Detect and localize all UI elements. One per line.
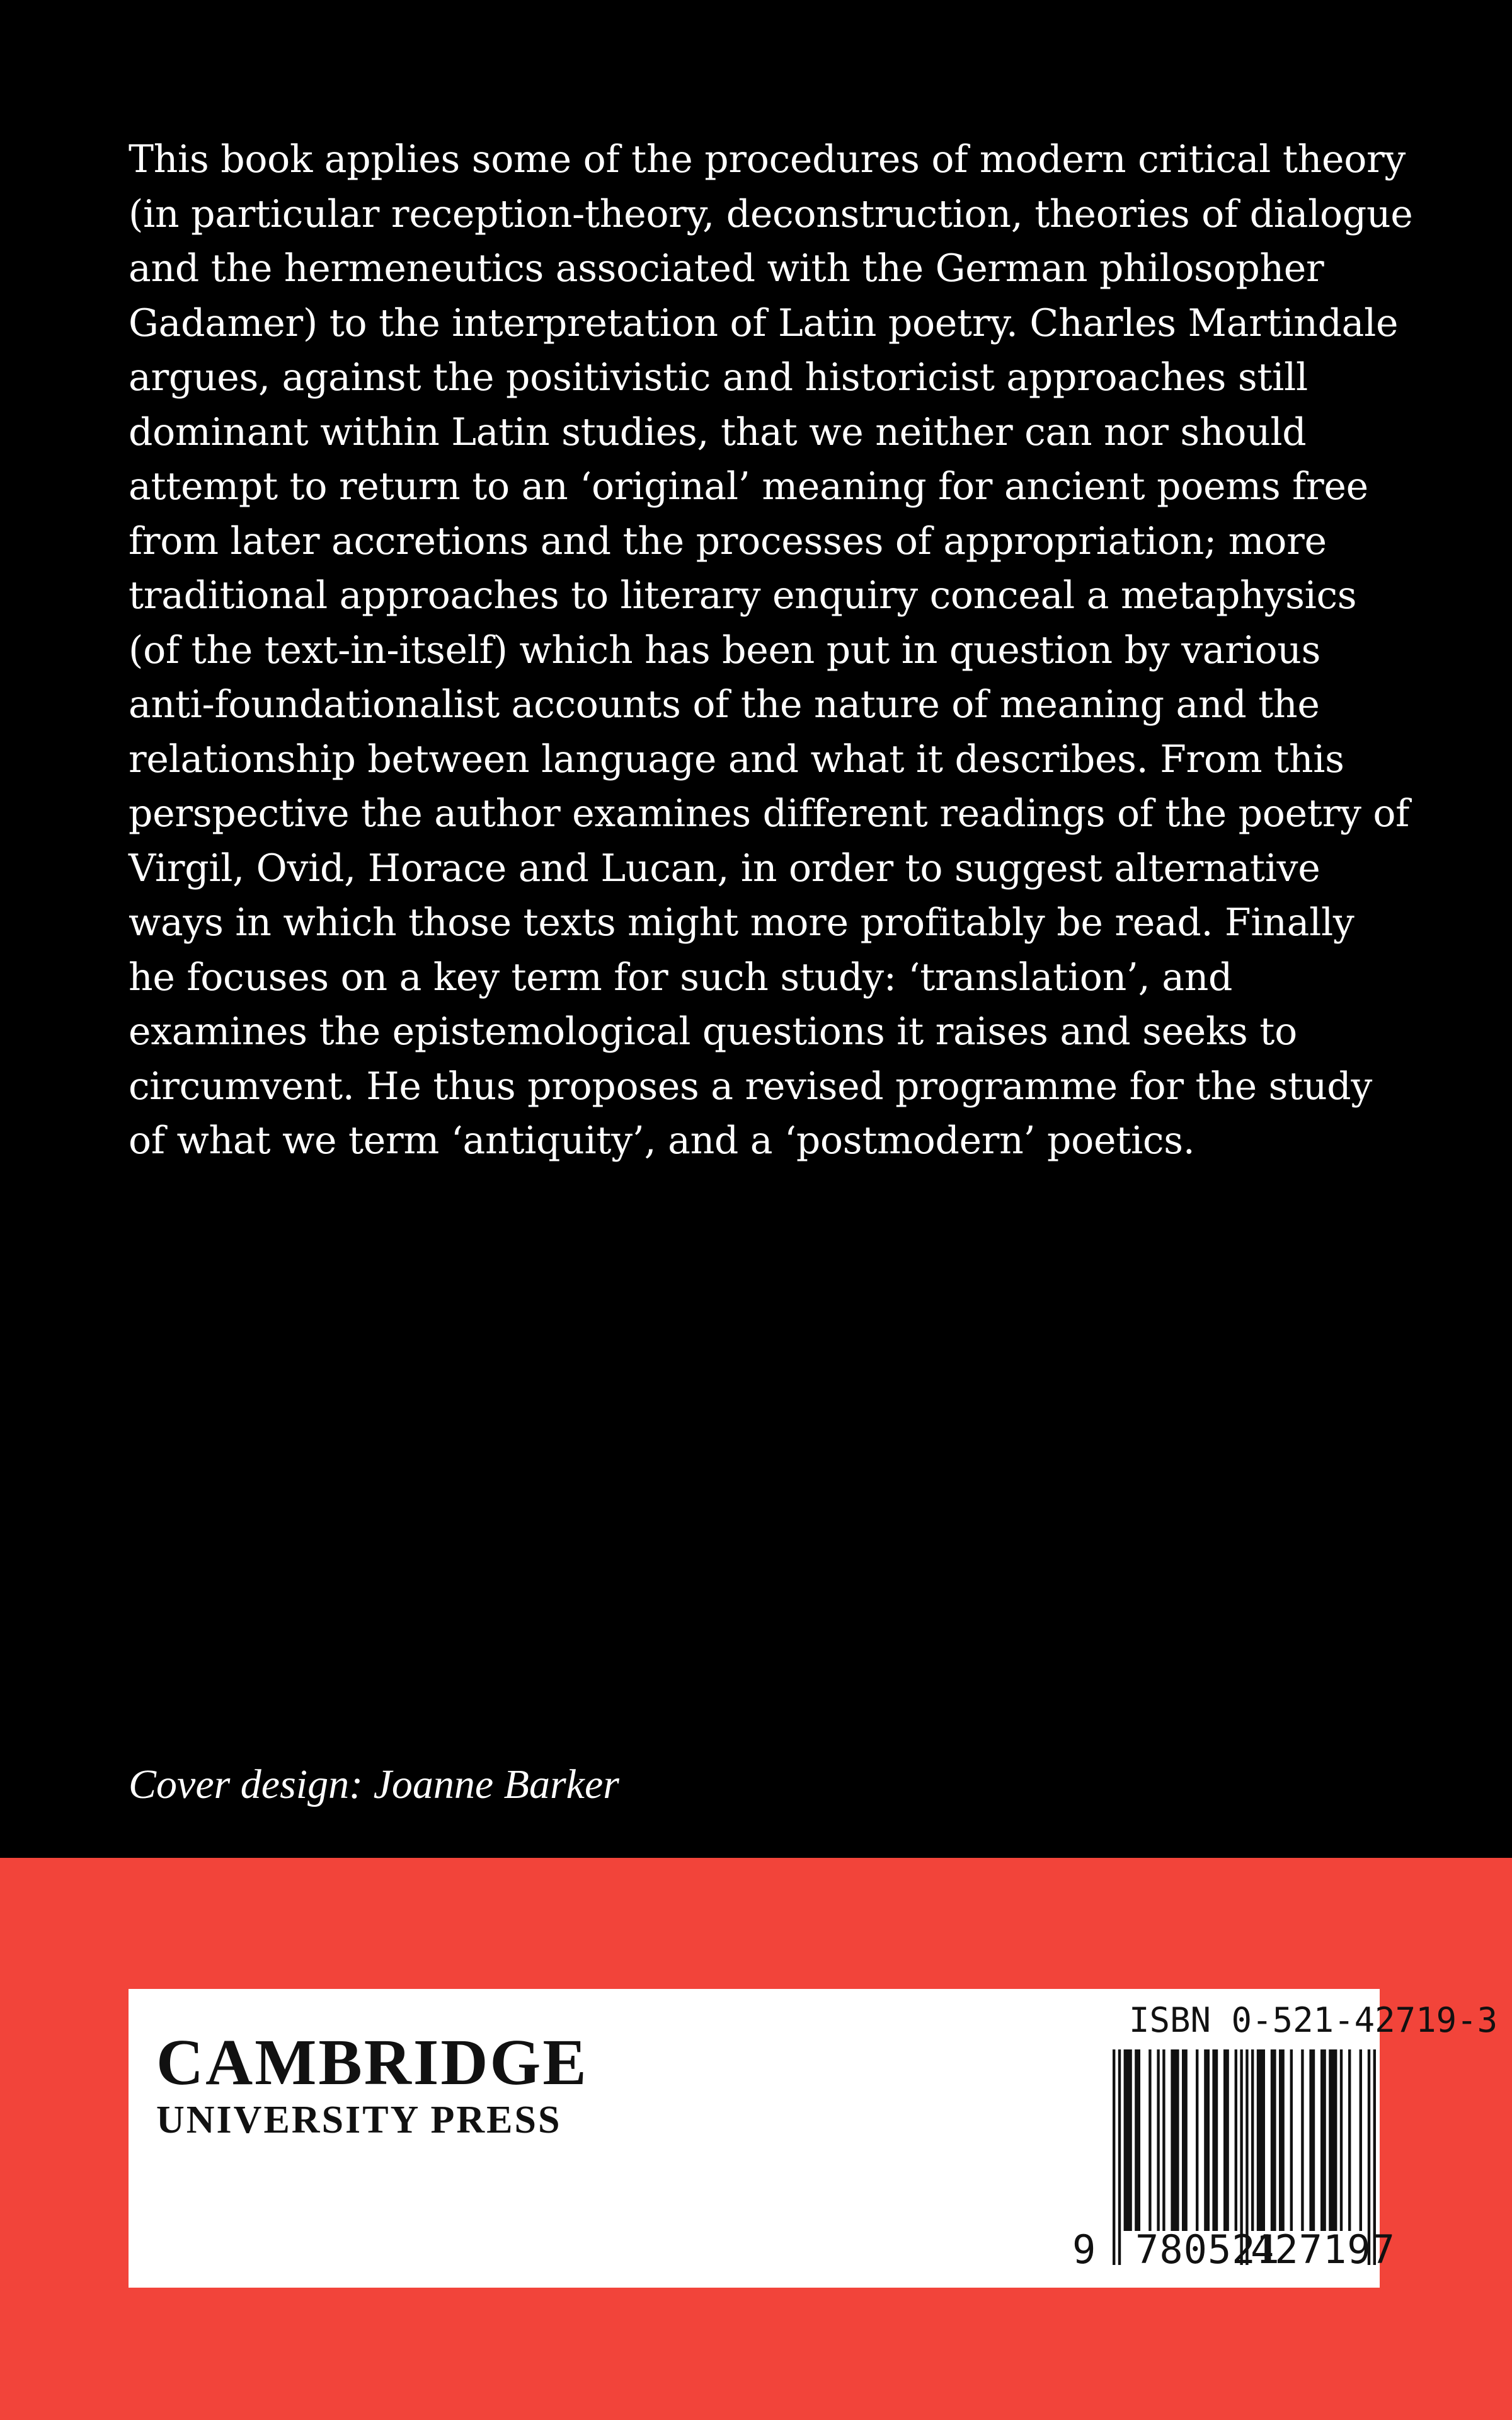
barcode-bar [1223,2049,1229,2231]
barcode-bar [1360,2049,1362,2231]
blurb-line: dominant within Latin studies, that we neither can nor should [129,410,1307,454]
blurb-line: anti-foundationalist accounts of the nature of meaning and the [129,683,1320,727]
barcode-bar [1290,2049,1293,2231]
barcode-bar [1235,2049,1237,2231]
barcode-bar [1329,2049,1337,2231]
barcode-bar [1348,2049,1351,2231]
barcode-bar [1320,2049,1326,2231]
isbn-barcode-block [937,1989,1498,2288]
barcode-guard-bar [1118,2049,1121,2265]
blurb-line: relationship between language and what it describes. From this [129,737,1344,781]
barcode-bar [1157,2049,1159,2231]
publisher-logo [156,2028,588,2143]
blurb-line: perspective the author examines different readings of the poetry of [129,792,1410,836]
isbn-label: ISBN 0-521-42719-3 [1129,2000,1498,2040]
barcode-bar [1182,2049,1188,2231]
blurb-line: ways in which those texts might more profitably be read. Finally [129,901,1354,945]
blurb-line: examines the epistemological questions it raises and seeks to [129,1010,1297,1054]
blurb-line: circumvent. He thus proposes a revised programme for the study [129,1064,1372,1109]
barcode-bar [1124,2049,1132,2231]
barcode-bar [1171,2049,1179,2231]
barcode-bar [1301,2049,1303,2231]
barcode-bar [1162,2049,1165,2231]
ean-right-digits: 427197 [1251,2227,1395,2273]
publisher-subline: UNIVERSITY PRESS [156,2099,562,2141]
blurb-line: of what we term ‘antiquity’, and a ‘postmodern’ poetics. [129,1119,1195,1163]
publisher-panel [129,1989,1498,2288]
barcode-guard-bar [1113,2049,1115,2265]
blurb-line: from later accretions and the processes of appropriation; more [129,519,1327,563]
barcode-bar [1204,2049,1210,2231]
blurb-line: he focuses on a key term for such study: ‘translation’, and [129,955,1233,1000]
blurb-line: traditional approaches to literary enquiry conceal a metaphysics [129,573,1357,618]
blurb-line: Gadamer) to the interpretation of Latin poetry. Charles Martindale [129,301,1399,345]
barcode-bar [1257,2049,1265,2231]
blurb-line: Virgil, Ovid, Horace and Lucan, in order to suggest alternative [129,846,1320,890]
barcode-bar [1148,2049,1151,2231]
barcode-bar [1251,2049,1254,2231]
barcode-bar [1340,2049,1343,2231]
blurb-line: and the hermeneutics associated with the German philosopher [129,246,1324,291]
cover-design-credit: Cover design: Joanne Barker [129,1761,619,1807]
barcode-bar [1309,2049,1315,2231]
barcode-bar [1196,2049,1198,2231]
blurb-line: (of the text-in-itself) which has been put in question by various [129,628,1321,672]
barcode-bar [1271,2049,1276,2231]
ean-left-digits: 780521 [1135,2227,1280,2273]
publisher-name: CAMBRIDGE [156,2026,588,2099]
barcode-bar [1279,2049,1285,2231]
blurb-line: This book applies some of the procedures of modern critical theory [129,137,1406,182]
blurb-line: attempt to return to an ‘original’ meaning for ancient poems free [129,464,1368,509]
barcode-bar [1135,2049,1140,2231]
barcode-bar [1212,2049,1218,2231]
blurb-line: (in particular reception-theory, deconstruction, theories of dialogue [129,192,1413,236]
blurb-line: argues, against the positivistic and historicist approaches still [129,355,1308,400]
blurb-text [129,132,1414,1168]
ean-first-digit: 9 [1072,2227,1096,2273]
